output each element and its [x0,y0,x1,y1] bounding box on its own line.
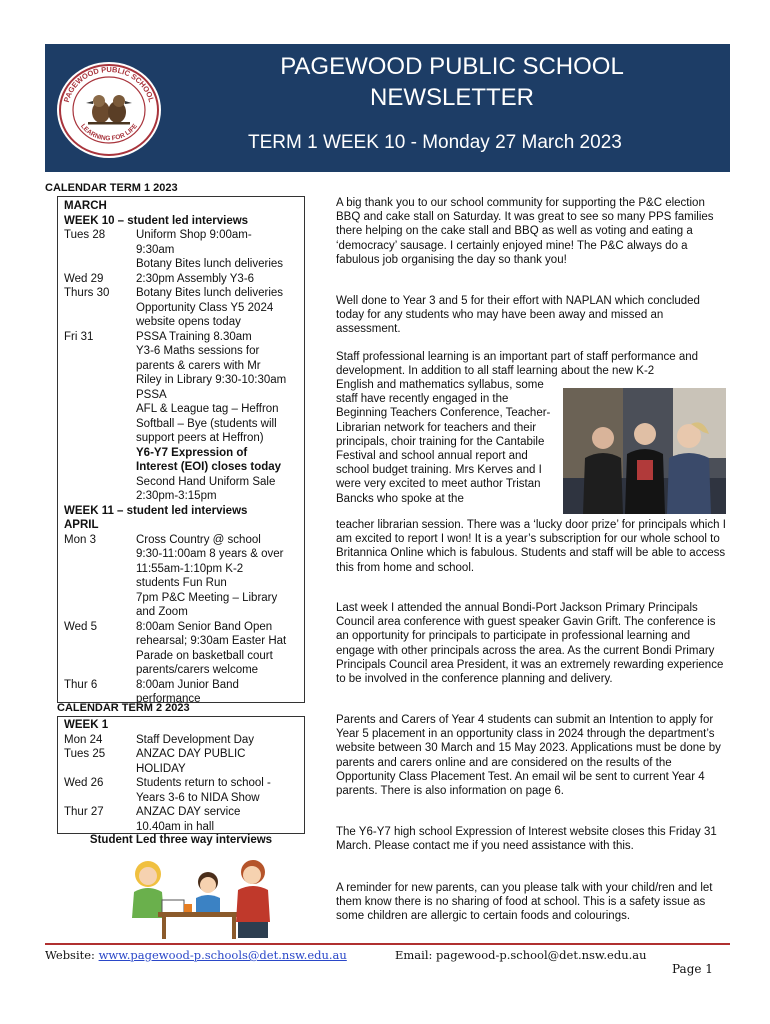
calendar-day: Fri 31 [64,330,94,343]
calendar-footer-note: Student Led three way interviews [89,834,273,846]
calendar-day: Mon 3 [64,533,96,546]
calendar-event: parents/carers welcome [136,664,259,676]
calendar-event: Second Hand Uniform Sale [136,475,276,488]
article-lucky-door-prize: teacher librarian session. There was a ‘lucky door prize’ for principals which I am excited to report I won! It is a year’s subscription for our whole school to Britannica Online which is fabulous. Students and staff will be able to access this from home and school. [336,519,726,574]
newsletter-title-line2: NEWSLETTER [369,84,534,111]
footer-website [45,948,347,962]
calendar-event: PSSA [136,388,167,401]
calendar-day: Mon 24 [64,733,103,746]
calendar-event: parents & carers with Mr [136,359,261,372]
calendar-term2-heading: CALENDAR TERM 2 2023 [57,702,190,714]
calendar-event: Y3-6 Maths sessions for [136,345,260,357]
article-opportunity-class: Parents and Carers of Year 4 students can submit an Intention to apply for Year 5 placement in an opportunity class in 2024 through the department’s website between 30 March and 15 May 2023. Applications must be done by parents and carers online and are considered on the results of the Opportunity Class Placement Test. An email wil be sent to current Year 4 parents. There is also information on page 6. [336,714,721,798]
interview-clipart [118,852,278,940]
calendar-heading-row: MARCH [64,200,107,212]
calendar-day: Wed 5 [64,620,98,633]
calendar-event: Staff Development Day [136,733,255,746]
calendar-event: Years 3-6 to NIDA Show [136,791,260,804]
calendar-day: Wed 29 [64,272,104,285]
calendar-day: Wed 26 [64,777,104,789]
calendar-event: 2:30pm-3:15pm [136,490,217,502]
website-label: Website: [45,948,99,962]
school-logo [54,60,164,160]
page-number: Page 1 [672,962,713,976]
calendar-event: Students return to school - [136,777,271,789]
calendar-day: Tues 25 [64,748,106,760]
calendar-event: 10.40am in hall [136,820,214,833]
article-naplan: Well done to Year 3 and 5 for their effort with NAPLAN which concluded today for any students who may have been away and missed an assessment. [336,295,700,336]
calendar-event: support peers at Heffron) [136,432,264,444]
calendar-event: 11:55am-1:10pm K-2 [136,562,244,575]
calendar-heading-row: WEEK 10 – student led interviews [64,214,249,227]
calendar-event: rehearsal; 9:30am Easter Hat [136,635,287,647]
article-staff-learning: Staff professional learning is an important part of staff performance and development. In addition to all staff learning about the new K-2 [336,351,699,378]
calendar-event: Cross Country @ school [136,533,261,546]
calendar-event: 8:00am Senior Band Open [136,620,273,633]
calendar-event: ANZAC DAY service [136,806,241,818]
calendar-event: 9:30am [136,243,175,256]
article-staff-learning-cont: English and mathematics syllabus, some staff have recently engaged in the Beginning Teachers Conference, Teacher-Librarian network for teachers and their principals, choir training for the Cantabile Festival and school annual report and school budget training. Mrs Kerves and I were very excited to meet author Tristan Bancks who spoke at the [336,379,551,505]
article-high-school-eoi: The Y6-Y7 high school Expression of Interest website closes this Friday 31 March. Please contact me if you need assistance with this. [336,826,717,853]
calendar-event: performance [136,693,201,705]
calendar-event: ANZAC DAY PUBLIC [136,748,246,760]
calendar-event: and Zoom [136,606,188,618]
calendar-event: Y6-Y7 Expression of [136,446,248,459]
calendar-event: PSSA Training 8.30am [136,330,252,343]
calendar-heading-row: WEEK 11 – student led interviews [64,504,248,517]
calendar-event: 2:30pm Assembly Y3-6 [136,272,255,285]
calendar-event: Softball – Bye (students will [136,417,277,430]
calendar-event: website opens today [136,316,241,328]
calendar-day: Thur 27 [64,806,104,818]
newsletter-title-line1: PAGEWOOD PUBLIC SCHOOL [280,53,624,80]
calendar-day: Thur 6 [64,678,98,691]
calendar-event: HOLIDAY [136,762,186,775]
calendar-event: Botany Bites lunch deliveries [136,287,284,299]
staff-author-photo [563,388,726,514]
calendar-event: Riley in Library 9:30-10:30am [136,374,287,386]
calendar-event: Opportunity Class Y5 2024 [136,301,274,314]
calendar-day: Tues 28 [64,229,106,241]
calendar-heading-row: WEEK 1 [64,719,109,731]
calendar-event: Parade on basketball court [136,649,273,662]
calendar-event: Botany Bites lunch deliveries [136,258,284,270]
article-principals-conference: Last week I attended the annual Bondi-Port Jackson Primary Principals Council area conference with guest speaker Gavin Grift. The conference is an opportunity for principals to participate in professional learning and engage with other principals across the area. As the current Bondi Primary Principals Council area President, it was an extremely rewarding experience to be involved in the conference planning and delivery. [336,602,724,686]
calendar-event: Interest (EOI) closes today [136,461,282,473]
article-pc-election: A big thank you to our school community for supporting the P&C election BBQ and cake stall on Saturday. It was great to see so many PPS families there helping on the cake stall and BBQ as well as voting and eating a ‘democracy’ sausage. I certainly enjoyed mine! The P&C always do a fabulous job organising the day so thank you! [336,197,714,266]
article-food-sharing: A reminder for new parents, can you please talk with your child/ren and let them know there is no sharing of food at school. This is a safety issue as some children are allergic to certain foods and colourings. [336,882,713,923]
footer-email: Email: pagewood-p.school@det.nsw.edu.au [395,948,647,962]
newsletter-subtitle: TERM 1 WEEK 10 - Monday 27 March 2023 [248,132,622,153]
calendar-event: AFL & League tag – Heffron [136,403,279,415]
calendar-day: Thurs 30 [64,287,110,299]
calendar-term1-heading: CALENDAR TERM 1 2023 [45,182,178,194]
logo-text-bottom: LEARNING FOR LIFE [79,122,139,143]
calendar-event: 9:30-11:00am 8 years & over [136,548,284,560]
calendar-event: 7pm P&C Meeting – Library [136,591,278,604]
calendar-heading-row: APRIL [64,519,99,531]
website-link[interactable]: www.pagewood-p.schools@det.nsw.edu.au [98,948,347,962]
footer-divider [45,943,730,945]
logo-text-top: PAGEWOOD PUBLIC SCHOOL [61,64,157,104]
calendar-event: 8:00am Junior Band [136,678,239,691]
calendar-event: students Fun Run [136,577,227,589]
calendar-event: Uniform Shop 9:00am- [136,229,252,241]
